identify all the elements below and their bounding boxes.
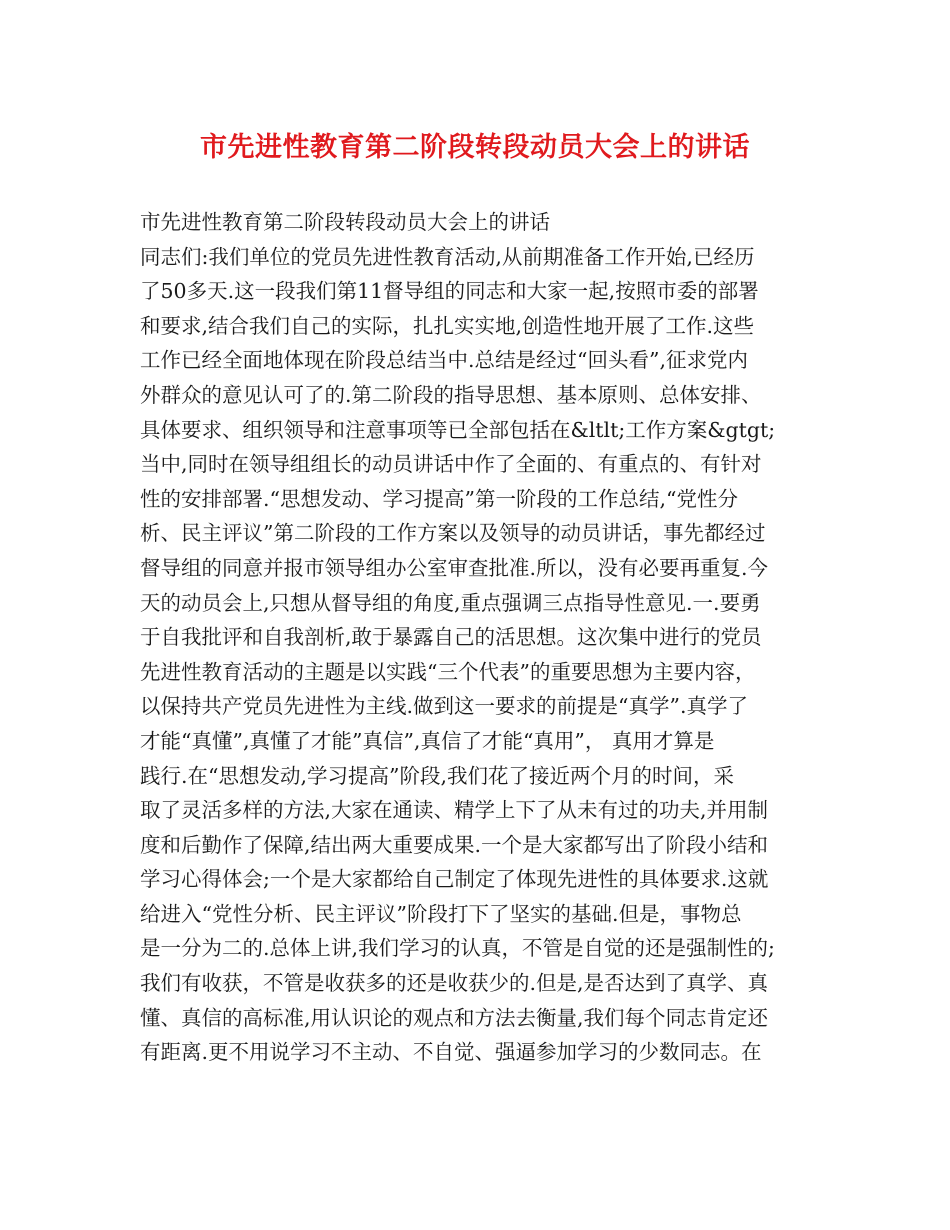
text-line: 取了灵活多样的方法,大家在通读、精学上下了从未有过的功夫,并用制 — [140, 798, 769, 823]
text-line: 我们有收获，不管是收获多的还是收获少的.但是,是否达到了真学、真 — [140, 971, 769, 996]
text-line: 给进入“党性分析、民主评议”阶段打下了坚实的基础.但是，事物总 — [140, 901, 742, 926]
text-line: 具体要求、组织领导和注意事项等已全部包括在&ltlt;工作方案&gtgt; — [140, 417, 776, 442]
text-line: 有距离.更不用说学习不主动、不自觉、强逼参加学习的少数同志。在 — [140, 1040, 762, 1065]
text-line: 才能“真懂”,真懂了才能”真信”,真信了才能“真用”， 真用才算是 — [140, 728, 715, 753]
text-line: 先进性教育活动的主题是以实践“三个代表”的重要思想为主要内容， — [140, 659, 756, 684]
text-line: 懂、真信的高标准,用认识论的观点和方法去衡量,我们每个同志肯定还 — [140, 1005, 769, 1030]
text-line: 度和后勤作了保障,结出两大重要成果.一个是大家都写出了阶段小结和 — [140, 832, 769, 857]
text-line: 工作已经全面地体现在阶段总结当中.总结是经过“回头看”,征求党内 — [140, 348, 748, 373]
text-line: 和要求,结合我们自己的实际，扎扎实实地,创造性地开展了工作.这些 — [140, 313, 755, 338]
text-line: 当中,同时在领导组组长的动员讲话中作了全面的、有重点的、有针对 — [140, 452, 762, 477]
text-line: 市先进性教育第二阶段转段动员大会上的讲话 — [140, 210, 550, 234]
text-line: 学习心得体会;一个是大家都给自己制定了体现先进性的具体要求.这就 — [140, 867, 769, 892]
text-line: 督导组的同意并报市领导组办公室审查批准.所以，没有必要再重复.今 — [140, 555, 769, 580]
document-body — [140, 205, 820, 1070]
text-line: 外群众的意见认可了的.第二阶段的指导思想、基本原则、总体安排、 — [140, 382, 762, 407]
text-line: 以保持共产党员先进性为主线.做到这一要求的前提是“真学”.真学了 — [140, 694, 748, 719]
text-line: 天的动员会上,只想从督导组的角度,重点强调三点指导性意见.一.要勇 — [140, 590, 761, 615]
text-line: 析、民主评议”第二阶段的工作方案以及领导的动员讲话，事先都经过 — [140, 521, 766, 546]
text-line: 性的安排部署.“思想发动、学习提高”第一阶段的工作总结,“党性分 — [140, 486, 738, 511]
text-line: 践行.在“思想发动,学习提高”阶段,我们花了接近两个月的时间，采 — [140, 763, 735, 788]
text-line: 是一分为二的.总体上讲,我们学习的认真，不管是自觉的还是强制性的; — [140, 936, 775, 961]
document-title: 市先进性教育第二阶段转段动员大会上的讲话 — [200, 132, 750, 163]
text-line: 了50多天.这一段我们第11督导组的同志和大家一起,按照市委的部署 — [140, 279, 759, 304]
text-line: 于自我批评和自我剖析,敢于暴露自己的活思想。这次集中进行的党员 — [140, 625, 762, 650]
text-line: 同志们:我们单位的党员先进性教育活动,从前期准备工作开始,已经历 — [140, 244, 755, 269]
